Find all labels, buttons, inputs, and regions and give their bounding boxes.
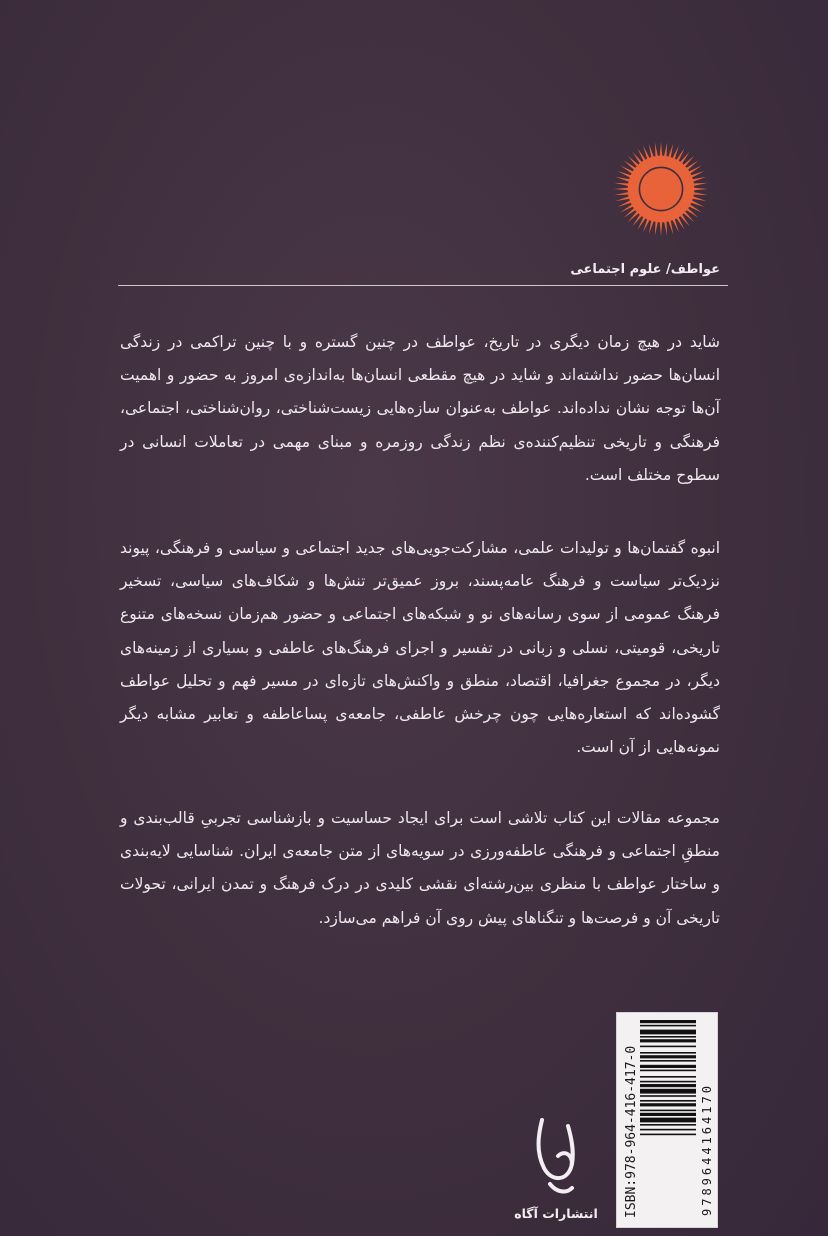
barcode-digits: 9789644164170 <box>700 1083 714 1216</box>
sun-logo-icon <box>612 140 710 238</box>
description-paragraph-3 <box>120 802 720 935</box>
publisher-name: انتشارات آگاه <box>514 1206 598 1221</box>
category-divider <box>118 285 728 286</box>
barcode <box>640 1020 696 1216</box>
description-paragraph-2 <box>120 532 720 764</box>
paragraph-text: انبوه گفتمان‌ها و تولیدات علمی، مشارکت‌جویی‌های جدید اجتماعی و سیاسی و فرهنگی، پیوند نزدیک‌تر سیاست و فرهنگ عامه‌پسند، بروز عمیق‌تر تنش‌ها و شکاف‌های سیاسی، تسخیر فرهنگ عمومی از سوی رسانه‌های نو و شبکه‌های اجتماعی و حضور هم‌زمان نسخه‌های متنوع تاریخی، قومیتی، نسلی و زبانی در تفسیر و اجرای فرهنگ‌های عاطفی و بسیاری از زمینه‌های دیگر، در مجموع جغرافیا، اقتصاد، منطق و واکنش‌های تازه‌ای در مسیر فهم و تحلیل عواطف گشوده‌اند که استعاره‌هایی چون چرخش عاطفی، جامعه‌ی پساعاطفه و تعابیر مشابه دیگر نمونه‌هایی از آن است. <box>120 539 720 757</box>
paragraph-text: مجموعه مقالات این کتاب تلاشی است برای ایجاد حساسیت و بازشناسی تجربیِ قالب‌بندی و منطقِ اجتماعی و فرهنگی عاطفه‌ورزی در سویه‌های از متن جامعه‌ی ایران. شناسایی لایه‌بندی و ساختار عواطف با منظری بین‌رشته‌ای نقشی کلیدی در درک فرهنگ و تمدن ایرانی، تحولات تاریخی آن و فرصت‌ها و تنگناهای پیش روی آن فراهم می‌سازد. <box>120 809 720 927</box>
description-paragraph-1 <box>120 326 720 492</box>
category-label: عواطف/ علوم اجتماعی <box>570 262 720 277</box>
publisher-logo-icon <box>522 1112 590 1204</box>
isbn-number: ISBN:978-964-416-417-0 <box>624 1045 639 1218</box>
paragraph-text: شاید در هیچ زمان دیگری در تاریخ، عواطف در چنین گستره و با چنین تراکمی در زندگی انسان‌ها حضور نداشته‌اند و شاید در هیچ مقطعی انسان‌ها به‌اندازه‌ی امروز به حضور و اهمیت آن‌ها توجه نشان نداده‌اند. عواطف به‌عنوان سازه‌هایی زیست‌شناختی، روان‌شناختی، اجتماعی، فرهنگی و تاریخی تنظیم‌کننده‌ی نظم زندگی روزمره و مبنای مهمی در تعاملات انسانی در سطوح مختلف است. <box>120 333 720 484</box>
